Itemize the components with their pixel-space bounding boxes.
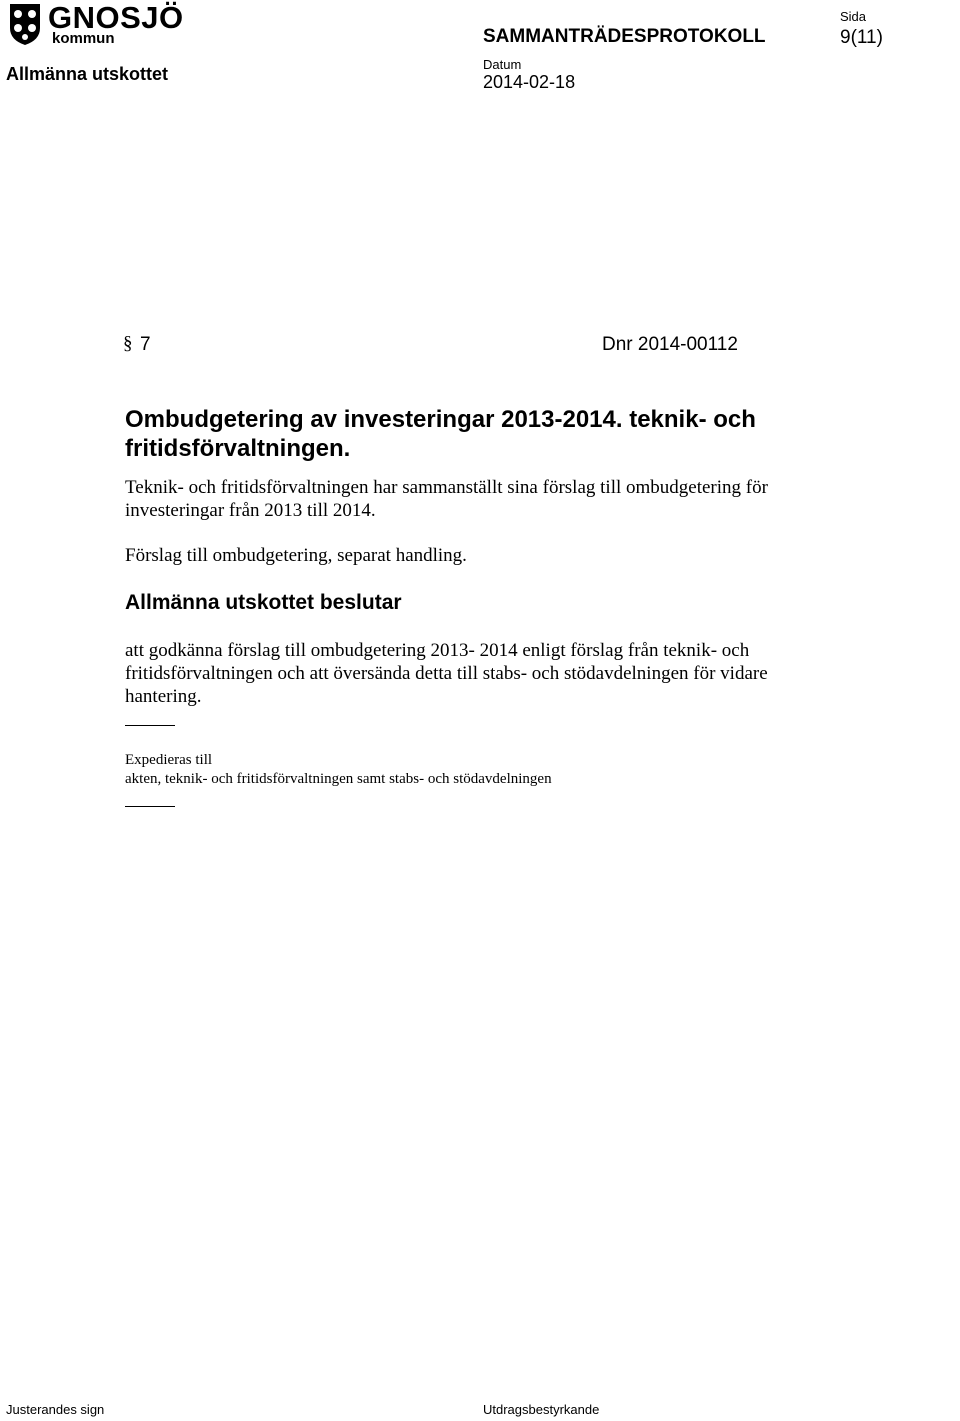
paragraph-text: Teknik- och fritidsförvaltningen har sammanställt sina förslag till ombudgetering för investeringar från 2013 till 2014. (125, 477, 768, 521)
protocol-title: SAMMANTRÄDESPROTOKOLL (483, 26, 766, 47)
section-sign: § (123, 333, 133, 354)
page-label: Sida (840, 9, 867, 24)
attachment-note: Förslag till ombudgetering, separat handling. (125, 545, 467, 566)
expedited-label: Expedieras till (125, 752, 213, 768)
expedited-recipients: akten, teknik- och fritidsförvaltningen samt stabs- och stödavdelningen (125, 771, 552, 787)
footer-certification-label: Utdragsbestyrkande (483, 1402, 600, 1417)
decision-text: att godkänna förslag till ombudgetering 2013- 2014 enligt förslag från teknik- och fritidsförvaltningen och att översända detta till stabs- och stödavdelningen för vidare hantering. (125, 640, 768, 707)
paragraph-number: 7 (140, 334, 151, 355)
page-number: 9(11) (840, 27, 883, 48)
municipality-logo (8, 0, 184, 47)
divider-line (125, 725, 175, 726)
divider-line (125, 806, 175, 807)
date-value: 2014-02-18 (483, 72, 576, 92)
logo-subtitle: kommun (52, 30, 115, 47)
footer-signature-label: Justerandes sign (6, 1402, 105, 1417)
case-number: Dnr 2014-00112 (602, 334, 738, 355)
logo-name: GNOSJÖ (48, 0, 184, 35)
committee-name: Allmänna utskottet (6, 64, 169, 84)
coat-of-arms-icon (8, 2, 42, 46)
decision-heading: Allmänna utskottet beslutar (125, 591, 402, 614)
date-label: Datum (483, 57, 522, 72)
paragraph-heading: Ombudgetering av investeringar 2013-2014. teknik- och fritidsförvaltningen. (125, 406, 756, 462)
